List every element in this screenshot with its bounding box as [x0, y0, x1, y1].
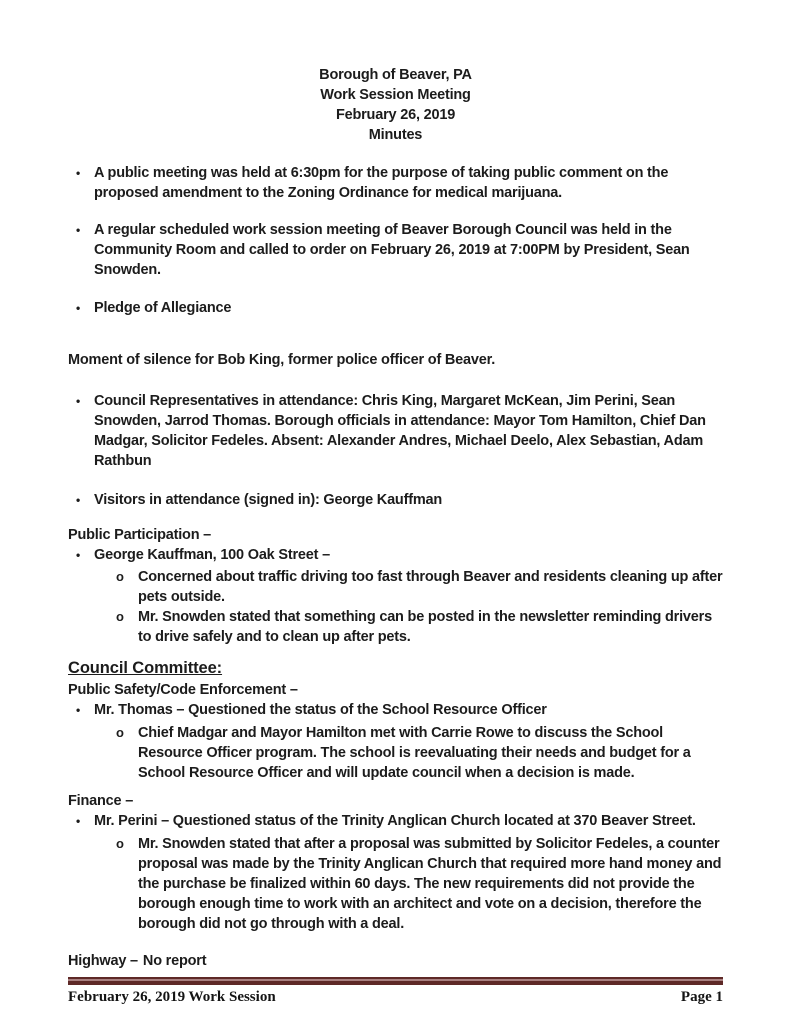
bullet-marker: • [76, 548, 81, 562]
bullet-council-reps [68, 391, 723, 471]
doc-title-minutes: Minutes [368, 127, 423, 143]
sub-bullet-text: Concerned about traffic driving too fast through Beaver and residents cleaning up after pets outside. [138, 569, 723, 605]
footer-session-label: February 26, 2019 Work Session [68, 989, 276, 1005]
bullet-marker: • [76, 703, 81, 717]
bullet-text: Visitors in attendance (signed in): George Kauffman [94, 492, 443, 508]
moment-of-silence-line: Moment of silence for Bob King, former police officer of Beaver. [68, 352, 496, 368]
footer-rule-bottom [68, 981, 723, 985]
bullet-marker: • [76, 394, 81, 408]
bullet-text: Pledge of Allegiance [94, 300, 232, 316]
sub-bullet-sro-detail [68, 723, 723, 783]
highway-label: Highway – [68, 953, 138, 969]
doc-title-org: Borough of Beaver, PA [319, 67, 472, 83]
bullet-text: Mr. Perini – Questioned status of the Trinity Anglican Church located at 370 Beaver Street. [94, 813, 696, 829]
sub-bullet-church-detail [68, 834, 723, 934]
bullet-visitors [68, 490, 723, 510]
doc-title-date: February 26, 2019 [335, 107, 456, 123]
council-committee-heading: Council Committee: [68, 659, 223, 677]
bullet-thomas-sro [68, 700, 723, 720]
bullet-marker: • [76, 223, 81, 237]
sub-bullet-marker: o [116, 609, 124, 624]
bullet-work-session [68, 220, 723, 280]
highway-line [68, 951, 723, 971]
bullet-pledge [68, 298, 723, 318]
sub-bullet-marker: o [116, 725, 124, 740]
bullet-public-meeting [68, 163, 723, 203]
bullet-marker: • [76, 493, 81, 507]
bullet-marker: • [76, 814, 81, 828]
footer-rule [68, 977, 723, 985]
sub-bullet-text: Mr. Snowden stated that something can be posted in the newsletter reminding drivers to drive safely and to clean up after pets. [138, 609, 712, 645]
bullet-text: A public meeting was held at 6:30pm for the purpose of taking public comment on the proposed amendment to the Zoning Ordinance for medical marijuana. [94, 165, 669, 201]
public-safety-heading: Public Safety/Code Enforcement – [68, 682, 298, 698]
finance-heading: Finance – [68, 793, 134, 809]
sub-bullet-text: Mr. Snowden stated that after a proposal was submitted by Solicitor Fedeles, a counter proposal was made by the Trinity Anglican Church that required more hand money and the purchase be finalized within 60 days. The new requirements did not provide the borough enough time to work with an architect and vote on a decision, therefore the borough did not go through with a deal. [138, 836, 722, 932]
sub-bullet-text: Chief Madgar and Mayor Hamilton met with Carrie Rowe to discuss the School Resource Officer program. The school is reevaluating their needs and budget for a School Resource Officer and will update council when a decision is made. [138, 725, 691, 781]
bullet-text: George Kauffman, 100 Oak Street – [94, 547, 330, 563]
sub-bullet-marker: o [116, 569, 124, 584]
sub-bullet-marker: o [116, 836, 124, 851]
bullet-perini-church [68, 811, 723, 831]
footer-page-number: Page 1 [680, 989, 723, 1005]
bullet-text: Mr. Thomas – Questioned the status of the School Resource Officer [94, 702, 547, 718]
bullet-text: A regular scheduled work session meeting of Beaver Borough Council was held in the Community Room and called to order on February 26, 2019 at 7:00PM by President, Sean Snowden. [94, 222, 690, 278]
public-participation-heading: Public Participation – [68, 527, 212, 543]
document-header [68, 65, 723, 145]
sub-bullet-traffic-concern [68, 567, 723, 607]
doc-title-meeting-type: Work Session Meeting [320, 87, 471, 103]
bullet-text: Council Representatives in attendance: Chris King, Margaret McKean, Jim Perini, Sean Snowden, Jarrod Thomas. Borough officials in attendance: Mayor Tom Hamilton, Chief Dan Madgar, Solicitor Fedeles. Absent: Alexander Andres, Michael Deelo, Alex Sebastian, Adam Rathbun [94, 393, 706, 469]
bullet-george-kauffman [68, 545, 723, 565]
document-footer [68, 987, 723, 1007]
bullet-marker: • [76, 301, 81, 315]
highway-text: No report [142, 953, 207, 969]
sub-bullet-newsletter [68, 607, 723, 647]
bullet-marker: • [76, 166, 81, 180]
